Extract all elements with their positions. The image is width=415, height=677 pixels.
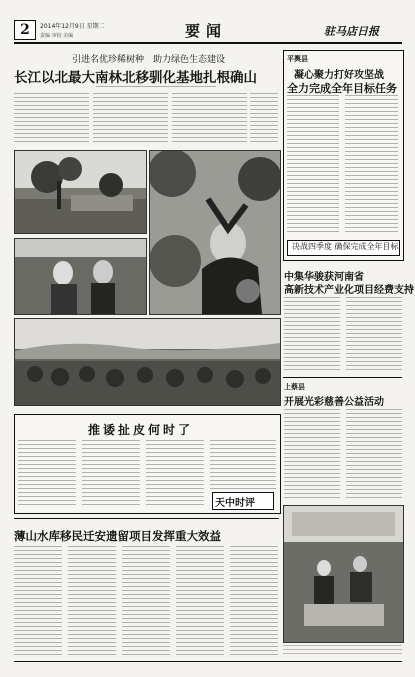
page-number-box: 2 (14, 20, 36, 40)
cimc-body-1 (284, 297, 340, 372)
footer-rule (14, 661, 402, 662)
masthead: 驻马店日报 (324, 25, 379, 38)
cimc-headline-1: 中集华骏获河南省 (284, 272, 364, 283)
photo-caption (283, 645, 402, 657)
commentary-headline: 推诿扯皮何时了 (88, 423, 194, 437)
bottom-body-1 (14, 546, 62, 658)
bottom-body-2 (68, 546, 116, 658)
cimc-body-2 (346, 297, 402, 372)
shangcai-body-1 (284, 409, 340, 499)
shangcai-top-rule (283, 377, 402, 378)
pingyu-body-1 (287, 95, 339, 235)
photo-two-workers (14, 238, 147, 315)
section-title: 要闻 (185, 22, 228, 40)
main-body-col-2 (93, 93, 168, 145)
shangcai-headline: 开展光彩慈善公益活动 (284, 397, 384, 408)
commentary-body-4 (210, 440, 276, 490)
cimc-headline-2: 高新技术产业化项目经费支持 (284, 285, 414, 296)
photo-nursery-panorama (14, 318, 281, 406)
main-body-col-1 (14, 93, 89, 145)
bottom-body-5 (230, 546, 278, 658)
commentary-column-logo: 天中时评 (215, 498, 255, 509)
shangcai-body-2 (346, 409, 402, 499)
photo-bonsai-tree (14, 150, 147, 234)
main-kicker: 引进名优珍稀树种 助力绿色生态建设 (72, 55, 226, 65)
bottom-top-rule (14, 518, 279, 519)
photo-worker-picking (149, 150, 281, 315)
main-body-col-4 (250, 93, 278, 145)
commentary-body-3 (146, 440, 204, 506)
main-body-col-3 (172, 93, 247, 145)
bottom-body-4 (176, 546, 224, 658)
bottom-body-3 (122, 546, 170, 658)
bottom-headline: 薄山水库移民迁安遗留项目发挥重大效益 (14, 529, 221, 543)
pingyu-headline-2: 全力完成全年目标任务 (287, 82, 397, 95)
pingyu-slogan: 决战四季度 确保完成全年目标 (292, 242, 399, 251)
main-byline (96, 86, 216, 89)
photo-charity-event (283, 505, 404, 643)
commentary-body-2 (82, 440, 140, 506)
main-headline: 长江以北最大南林北移驯化基地扎根确山 (14, 70, 257, 86)
editor-credit: 责编 审校 美编 (40, 33, 74, 39)
header-rule (14, 42, 402, 44)
pingyu-headline-1: 凝心聚力打好攻坚战 (294, 70, 384, 81)
commentary-body-1 (18, 440, 76, 506)
pingyu-body-2 (345, 95, 398, 235)
shangcai-region: 上蔡县 (284, 382, 305, 391)
issue-date: 2014年12月9日 星期二 (40, 23, 105, 30)
pingyu-region: 平舆县 (287, 54, 308, 63)
